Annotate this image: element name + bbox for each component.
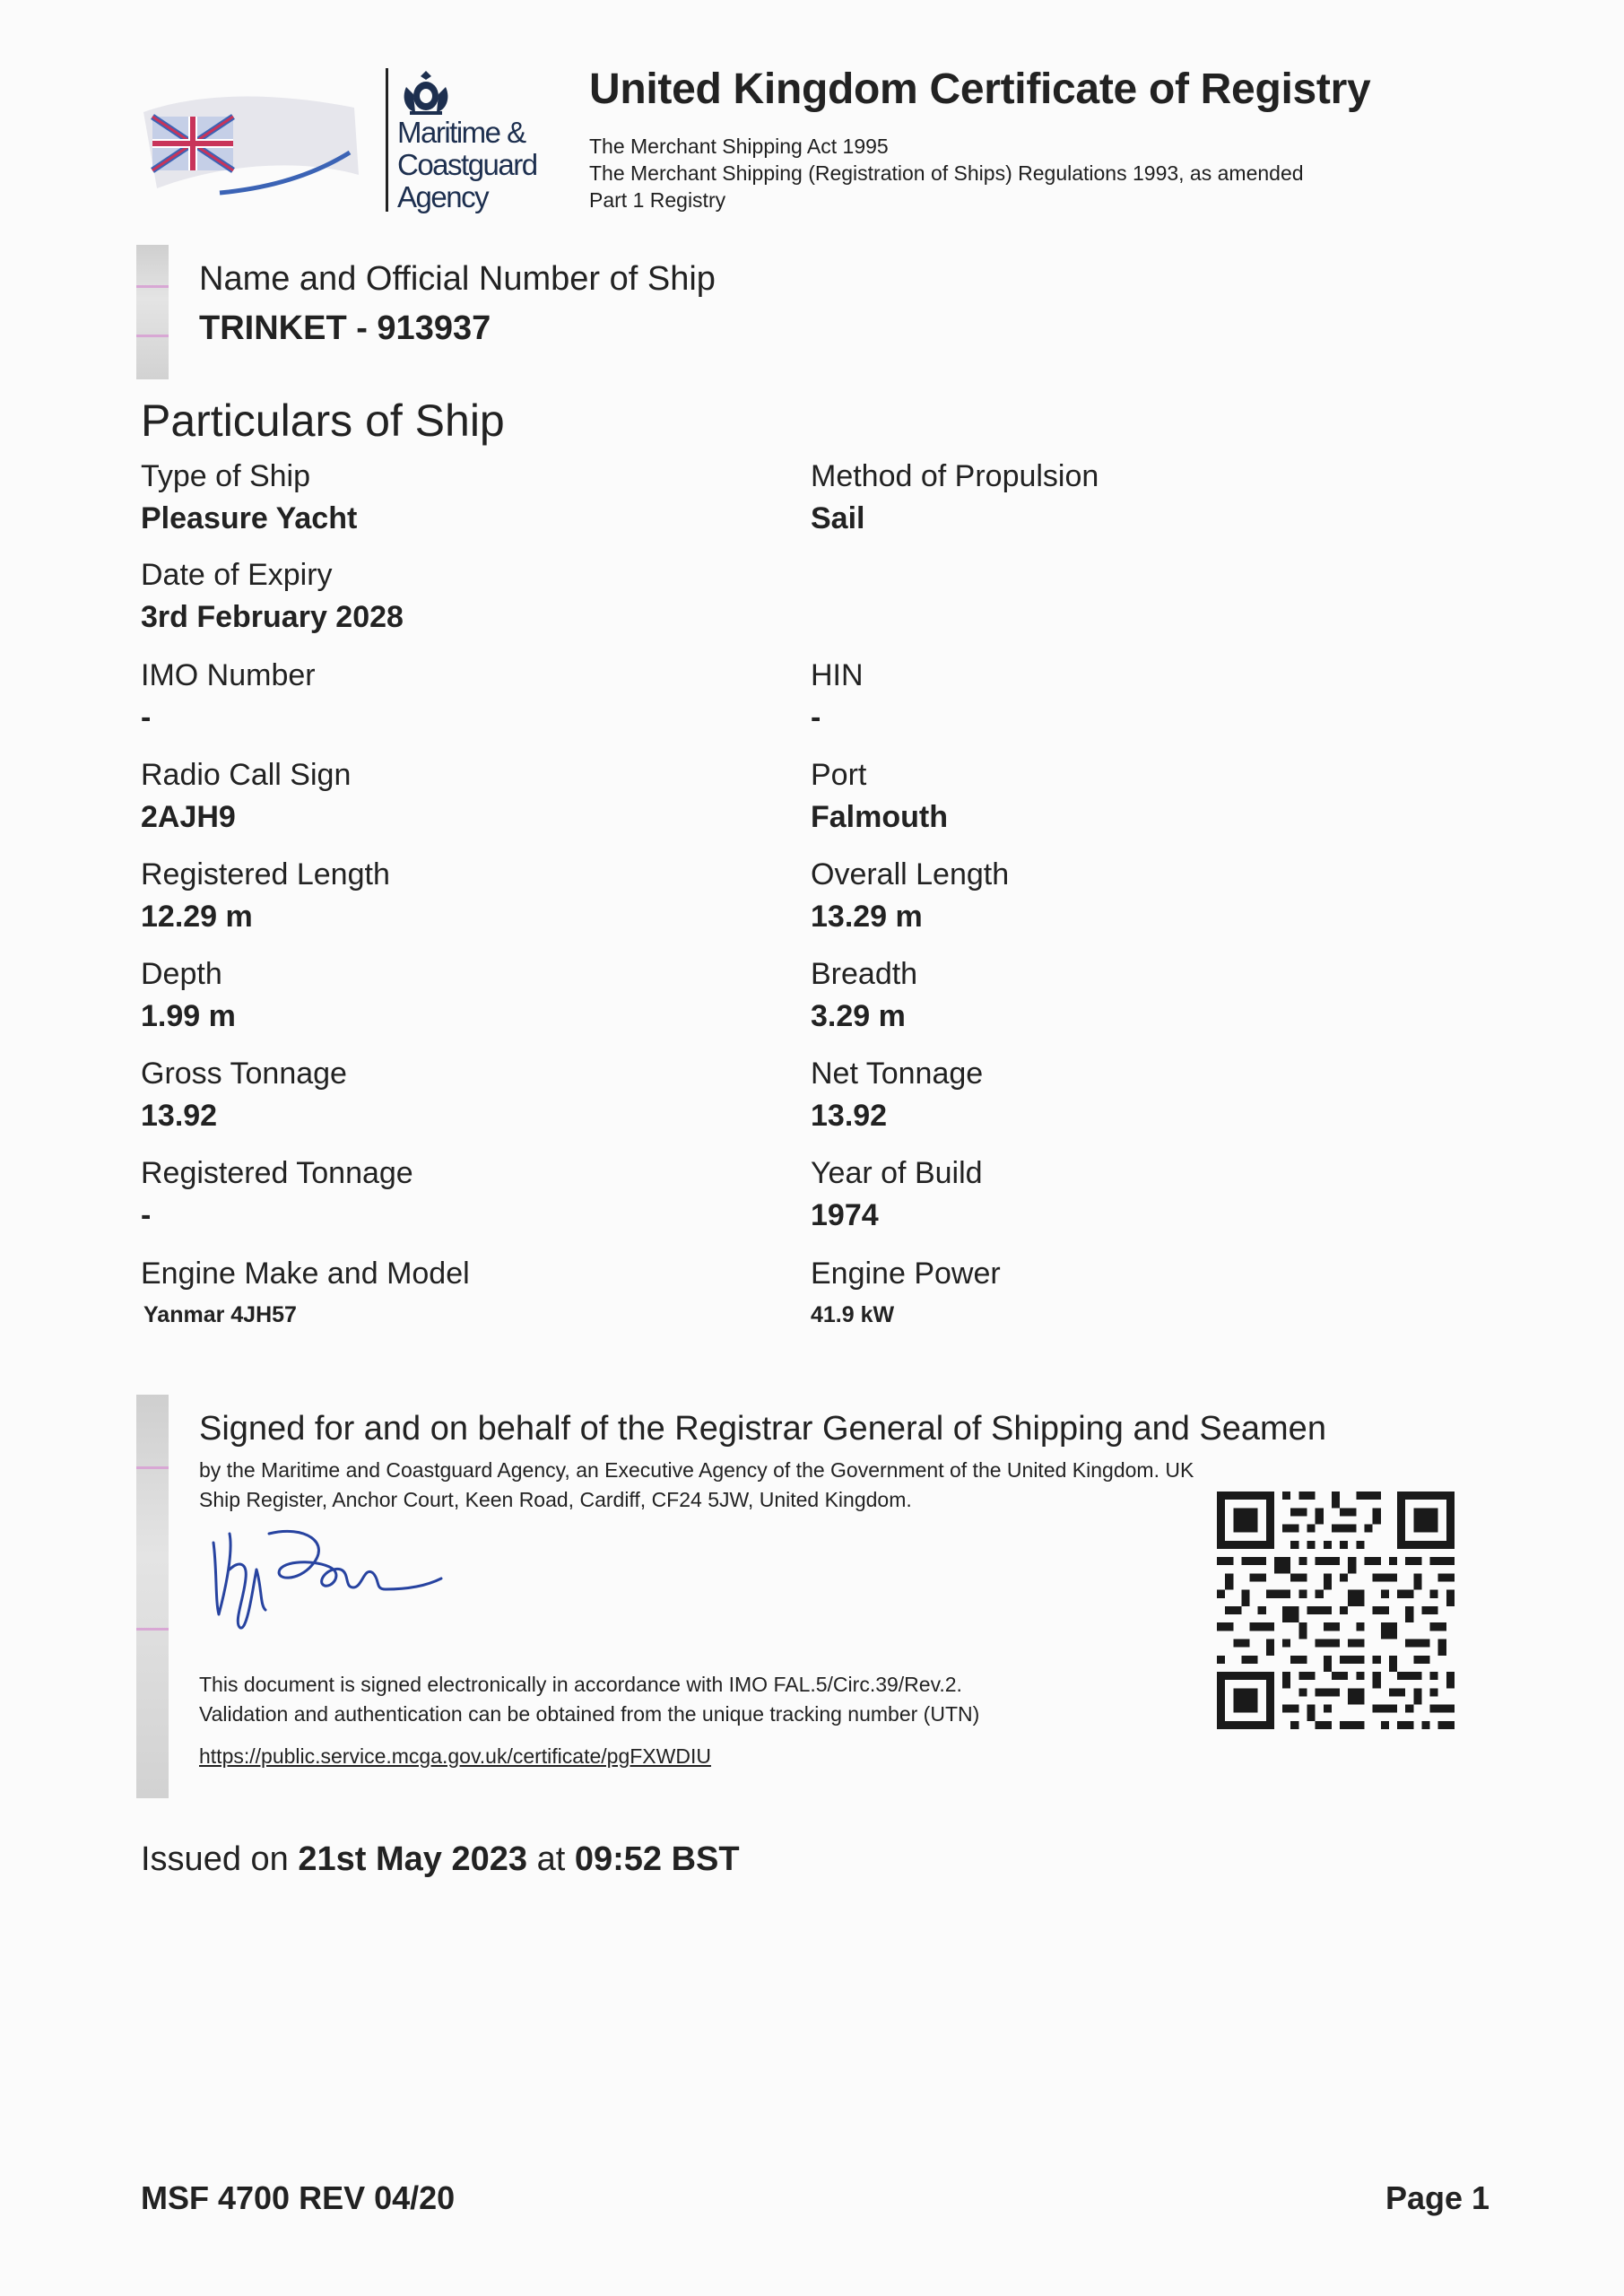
field-value-depth: 1.99 m (141, 999, 236, 1033)
field-value-imo-number: - (141, 700, 152, 735)
issued-time: 09:52 BST (574, 1840, 740, 1878)
section-marker (136, 245, 169, 379)
field-label-propulsion: Method of Propulsion (811, 459, 1099, 493)
qr-code (1217, 1492, 1455, 1729)
field-value-propulsion: Sail (811, 501, 865, 535)
act-line-3: Part 1 Registry (589, 188, 726, 212)
field-label-engine-make-model: Engine Make and Model (141, 1257, 470, 1291)
field-label-depth: Depth (141, 957, 222, 991)
field-label-imo-number: IMO Number (141, 658, 316, 692)
field-value-date-of-expiry: 3rd February 2028 (141, 600, 404, 634)
field-label-port: Port (811, 758, 867, 792)
field-value-type-of-ship: Pleasure Yacht (141, 501, 358, 535)
validation-link[interactable]: https://public.service.mcga.gov.uk/certificate/pgFXWDIU (199, 1744, 711, 1768)
field-value-year-of-build: 1974 (811, 1198, 879, 1232)
ship-name-value: TRINKET - 913937 (199, 309, 491, 347)
field-label-engine-power: Engine Power (811, 1257, 1001, 1291)
field-value-port: Falmouth (811, 800, 948, 834)
field-label-hin: HIN (811, 658, 864, 692)
electronic-signature-note: This document is signed electronically in accordance with IMO FAL.5/Circ.39/Rev.2. Validation and authentication can be obtained from the unique tracking number (UTN) (199, 1673, 980, 1726)
form-code: MSF 4700 REV 04/20 (141, 2179, 456, 2216)
field-label-radio-call-sign: Radio Call Sign (141, 758, 352, 792)
field-value-overall-length: 13.29 m (811, 900, 923, 934)
act-line-1: The Merchant Shipping Act 1995 (589, 135, 889, 158)
field-label-date-of-expiry: Date of Expiry (141, 558, 333, 592)
field-value-registered-tonnage: - (141, 1198, 152, 1232)
field-label-type-of-ship: Type of Ship (141, 459, 311, 493)
signature-image (206, 1516, 448, 1632)
agency-divider (386, 68, 388, 212)
show-through-text (1134, 1762, 1143, 1800)
field-value-radio-call-sign: 2AJH9 (141, 800, 236, 834)
particulars-heading: Particulars of Ship (141, 396, 505, 446)
section-marker (136, 1395, 169, 1798)
field-label-net-tonnage: Net Tonnage (811, 1057, 984, 1091)
field-value-engine-power: 41.9 kW (811, 1302, 895, 1327)
union-flag-logo (135, 90, 368, 206)
field-label-gross-tonnage: Gross Tonnage (141, 1057, 347, 1091)
field-label-breadth: Breadth (811, 957, 918, 991)
field-label-registered-length: Registered Length (141, 857, 390, 891)
certificate-title: United Kingdom Certificate of Registry (589, 65, 1371, 113)
field-label-overall-length: Overall Length (811, 857, 1010, 891)
field-value-registered-length: 12.29 m (141, 900, 253, 934)
field-label-registered-tonnage: Registered Tonnage (141, 1156, 413, 1190)
field-value-hin: - (811, 700, 821, 735)
act-line-2: The Merchant Shipping (Registration of Ships) Regulations 1993, as amended (589, 161, 1304, 185)
field-value-gross-tonnage: 13.92 (141, 1099, 218, 1133)
royal-crest-icon (399, 67, 453, 117)
field-label-year-of-build: Year of Build (811, 1156, 983, 1190)
ship-name-label: Name and Official Number of Ship (199, 260, 716, 298)
issued-line: Issued on 21st May 2023 at 09:52 BST (141, 1840, 740, 1878)
signed-heading: Signed for and on behalf of the Registrar General of Shipping and Seamen (199, 1410, 1326, 1448)
agency-name: Maritime & Coastguard Agency (397, 116, 537, 213)
signed-body-text: by the Maritime and Coastguard Agency, an Executive Agency of the Government of the United Kingdom. UK Ship Register, Anchor Court, Keen Road, Cardiff, CF24 5JW, United Kingdom. (199, 1458, 1194, 1511)
field-value-engine-make-model: Yanmar 4JH57 (143, 1302, 297, 1327)
page-number: Page 1 (1385, 2179, 1490, 2216)
field-value-net-tonnage: 13.92 (811, 1099, 888, 1133)
field-value-breadth: 3.29 m (811, 999, 906, 1033)
issued-date: 21st May 2023 (298, 1840, 527, 1878)
